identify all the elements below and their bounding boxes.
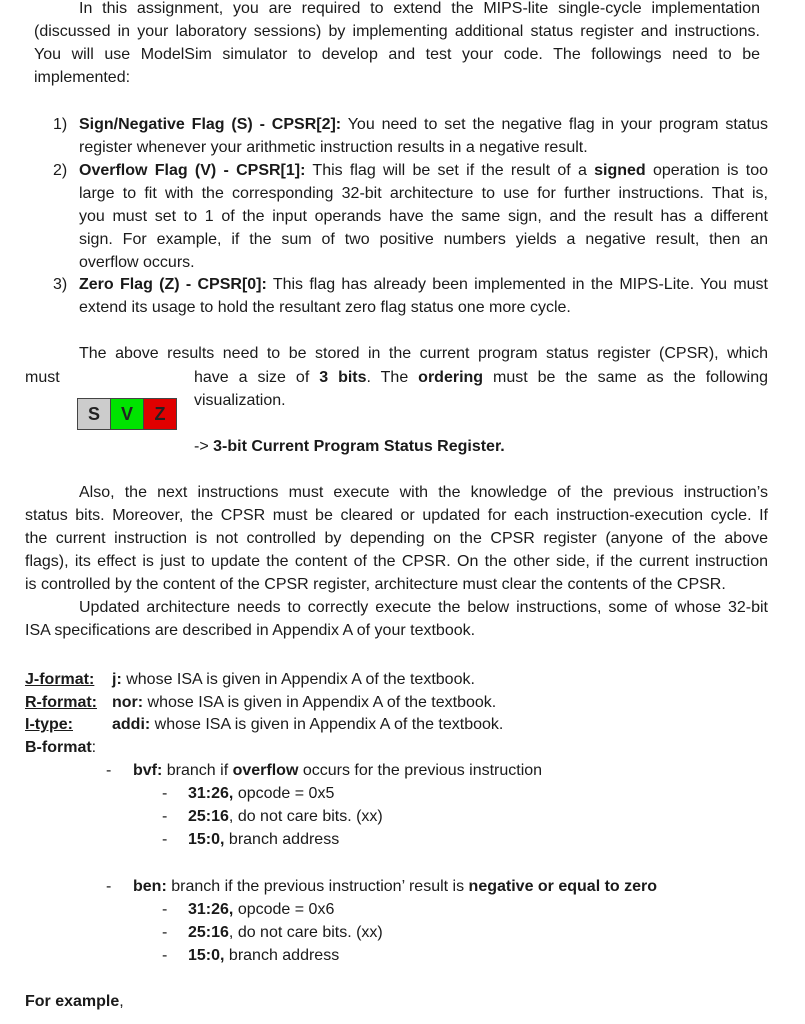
cpsr-line-3: visualization.	[194, 392, 286, 409]
ben-field-2-text: , do not care bits. (xx)	[228, 924, 383, 941]
ben-field-3	[188, 945, 339, 967]
bvf-name: bvf:	[133, 762, 163, 779]
list-item-2-line-1	[79, 160, 768, 182]
also-line-5: is controlled by the content of the CPSR register, architecture must clear the contents of the CPSR.	[25, 576, 726, 593]
bvf-field-1-text: opcode = 0x5	[233, 785, 335, 802]
ben-dash: -	[106, 878, 112, 895]
bvf-field-2-bits: 25:16	[188, 808, 229, 825]
list-item-2-text-a: This flag will be set if the result of a	[305, 162, 595, 179]
footer-example	[25, 991, 124, 1013]
bvf-desc-c: occurs for the previous instruction	[298, 762, 543, 779]
bvf-field-2-dash: -	[162, 808, 168, 825]
cpsr-line-2-e: must be the same as the following	[483, 369, 768, 386]
list-item-1-text: You need to set the negative flag in your program status	[341, 116, 769, 133]
footer-rest: ,	[119, 993, 124, 1010]
bvf-field-2-text: , do not care bits. (xx)	[228, 808, 383, 825]
cpsr-line-2-c: . The	[366, 369, 419, 386]
ben-field-2-bits: 25:16	[188, 924, 229, 941]
bvf-field-1-bits: 31:26,	[188, 785, 234, 802]
format-i-label: I-type:	[25, 716, 73, 733]
list-number-2: 2)	[53, 162, 68, 179]
list-item-1-line-2: register whenever your arithmetic instruction results in a negative result.	[79, 139, 588, 156]
format-j-text: whose ISA is given in Appendix A of the textbook.	[121, 671, 475, 688]
also-line-4: flags), its effect is just to update the content of the CPSR. On the other side, if the current instruction	[25, 553, 768, 570]
ben-field-1-text: opcode = 0x6	[233, 901, 335, 918]
bvf-field-3-dash: -	[162, 831, 168, 848]
cpsr-size-bold: 3 bits	[319, 369, 367, 386]
also-line-3: the current instruction is not controlled by depending on the CPSR register (anyone of the above	[25, 530, 768, 547]
format-j-instr: j:	[112, 671, 122, 688]
format-j-desc	[112, 669, 475, 691]
format-r-label: R-format:	[25, 694, 97, 711]
ben-field-1-bits: 31:26,	[188, 901, 234, 918]
list-item-2-line-2: large to fit with the corresponding 32-bit architecture to use for further instructions. That is,	[79, 185, 768, 202]
cpsr-cell-v: V	[111, 399, 144, 429]
also-line-2: status bits. Moreover, the CPSR must be cleared or updated for each instruction-execution cycle. If	[25, 507, 768, 524]
bvf-field-1-dash: -	[162, 785, 168, 802]
ben-field-2-dash: -	[162, 924, 168, 941]
list-number-1: 1)	[53, 116, 68, 133]
bvf-desc-a: branch if	[162, 762, 233, 779]
ben-field-3-dash: -	[162, 947, 168, 964]
ben-field-3-bits: 15:0,	[188, 947, 225, 964]
format-label-j	[25, 669, 94, 691]
ben-name: ben:	[133, 878, 167, 895]
format-b-colon: :	[91, 739, 97, 756]
format-r-text: whose ISA is given in Appendix A of the textbook.	[143, 694, 497, 711]
bvf-desc	[133, 760, 542, 782]
format-r-instr: nor:	[112, 694, 144, 711]
list-item-3-text: This flag has already been implemented in the MIPS-Lite. You must	[266, 276, 768, 293]
format-b-label: B-format	[25, 739, 92, 756]
list-item-2-line-4: sign. For example, if the sum of two positive numbers yields a negative result, then an	[79, 231, 768, 248]
intro-line-4: implemented:	[34, 69, 131, 86]
list-item-2-bold-word: signed	[594, 162, 646, 179]
footer-bold: For example	[25, 993, 120, 1010]
ben-field-2	[188, 922, 383, 944]
list-item-3-line-2: extend its usage to hold the resultant zero flag status one more cycle.	[79, 299, 571, 316]
ben-desc-bold: negative or equal to zero	[468, 878, 658, 895]
list-item-3-line-1	[79, 274, 768, 296]
bvf-field-3	[188, 829, 339, 851]
caption-text: 3-bit Current Program Status Register.	[213, 438, 505, 455]
cpsr-line-2	[194, 367, 768, 389]
format-label-r	[25, 692, 97, 714]
bvf-field-3-text: branch address	[224, 831, 340, 848]
list-item-2-text-b: operation is too	[645, 162, 769, 179]
list-item-2-line-3: you must set to 1 of the input operands have the same sign, and the result has a different	[79, 208, 768, 225]
also-line-7: ISA specifications are described in Appendix A of your textbook.	[25, 622, 476, 639]
list-item-1-title: Sign/Negative Flag (S) - CPSR[2]:	[79, 116, 342, 133]
intro-line-2: (discussed in your laboratory sessions) by implementing additional status register and instructions.	[34, 23, 760, 40]
list-item-1-line-1	[79, 114, 768, 136]
format-i-desc	[112, 714, 503, 736]
cpsr-caption	[194, 436, 505, 458]
cpsr-must-word: must	[25, 369, 60, 386]
format-label-b	[25, 737, 96, 759]
format-r-desc	[112, 692, 496, 714]
intro-line-3: You will use ModelSim simulator to develop and test your code. The followings need to be	[34, 46, 760, 63]
format-i-instr: addi:	[112, 716, 151, 733]
format-i-text: whose ISA is given in Appendix A of the textbook.	[150, 716, 504, 733]
ben-field-1-dash: -	[162, 901, 168, 918]
cpsr-register-diagram	[77, 398, 177, 430]
ben-field-1	[188, 899, 334, 921]
cpsr-ordering-bold: ordering	[418, 369, 484, 386]
bvf-field-2	[188, 806, 383, 828]
also-line-1: Also, the next instructions must execute with the knowledge of the previous instruction’s	[79, 484, 768, 501]
list-item-2-title: Overflow Flag (V) - CPSR[1]:	[79, 162, 306, 179]
cpsr-line-1: The above results need to be stored in the current program status register (CPSR), which	[79, 345, 768, 362]
bvf-dash: -	[106, 762, 112, 779]
format-label-i	[25, 714, 73, 736]
caption-arrow: ->	[194, 438, 214, 455]
cpsr-cell-s: S	[78, 399, 111, 429]
intro-line-1: In this assignment, you are required to extend the MIPS-lite single-cycle implementation	[79, 0, 760, 17]
list-number-3: 3)	[53, 276, 68, 293]
list-item-2-line-5: overflow occurs.	[79, 254, 195, 271]
ben-desc	[133, 876, 657, 898]
cpsr-cell-z: Z	[144, 399, 176, 429]
also-line-6: Updated architecture needs to correctly execute the below instructions, some of whose 32-bit	[79, 599, 768, 616]
ben-field-3-text: branch address	[224, 947, 340, 964]
bvf-desc-bold: overflow	[232, 762, 299, 779]
bvf-field-1	[188, 783, 334, 805]
ben-desc-a: branch if the previous instruction’ result is	[166, 878, 469, 895]
bvf-field-3-bits: 15:0,	[188, 831, 225, 848]
cpsr-line-2-a: have a size of	[194, 369, 320, 386]
list-item-3-title: Zero Flag (Z) - CPSR[0]:	[79, 276, 267, 293]
format-j-label: J-format:	[25, 671, 95, 688]
